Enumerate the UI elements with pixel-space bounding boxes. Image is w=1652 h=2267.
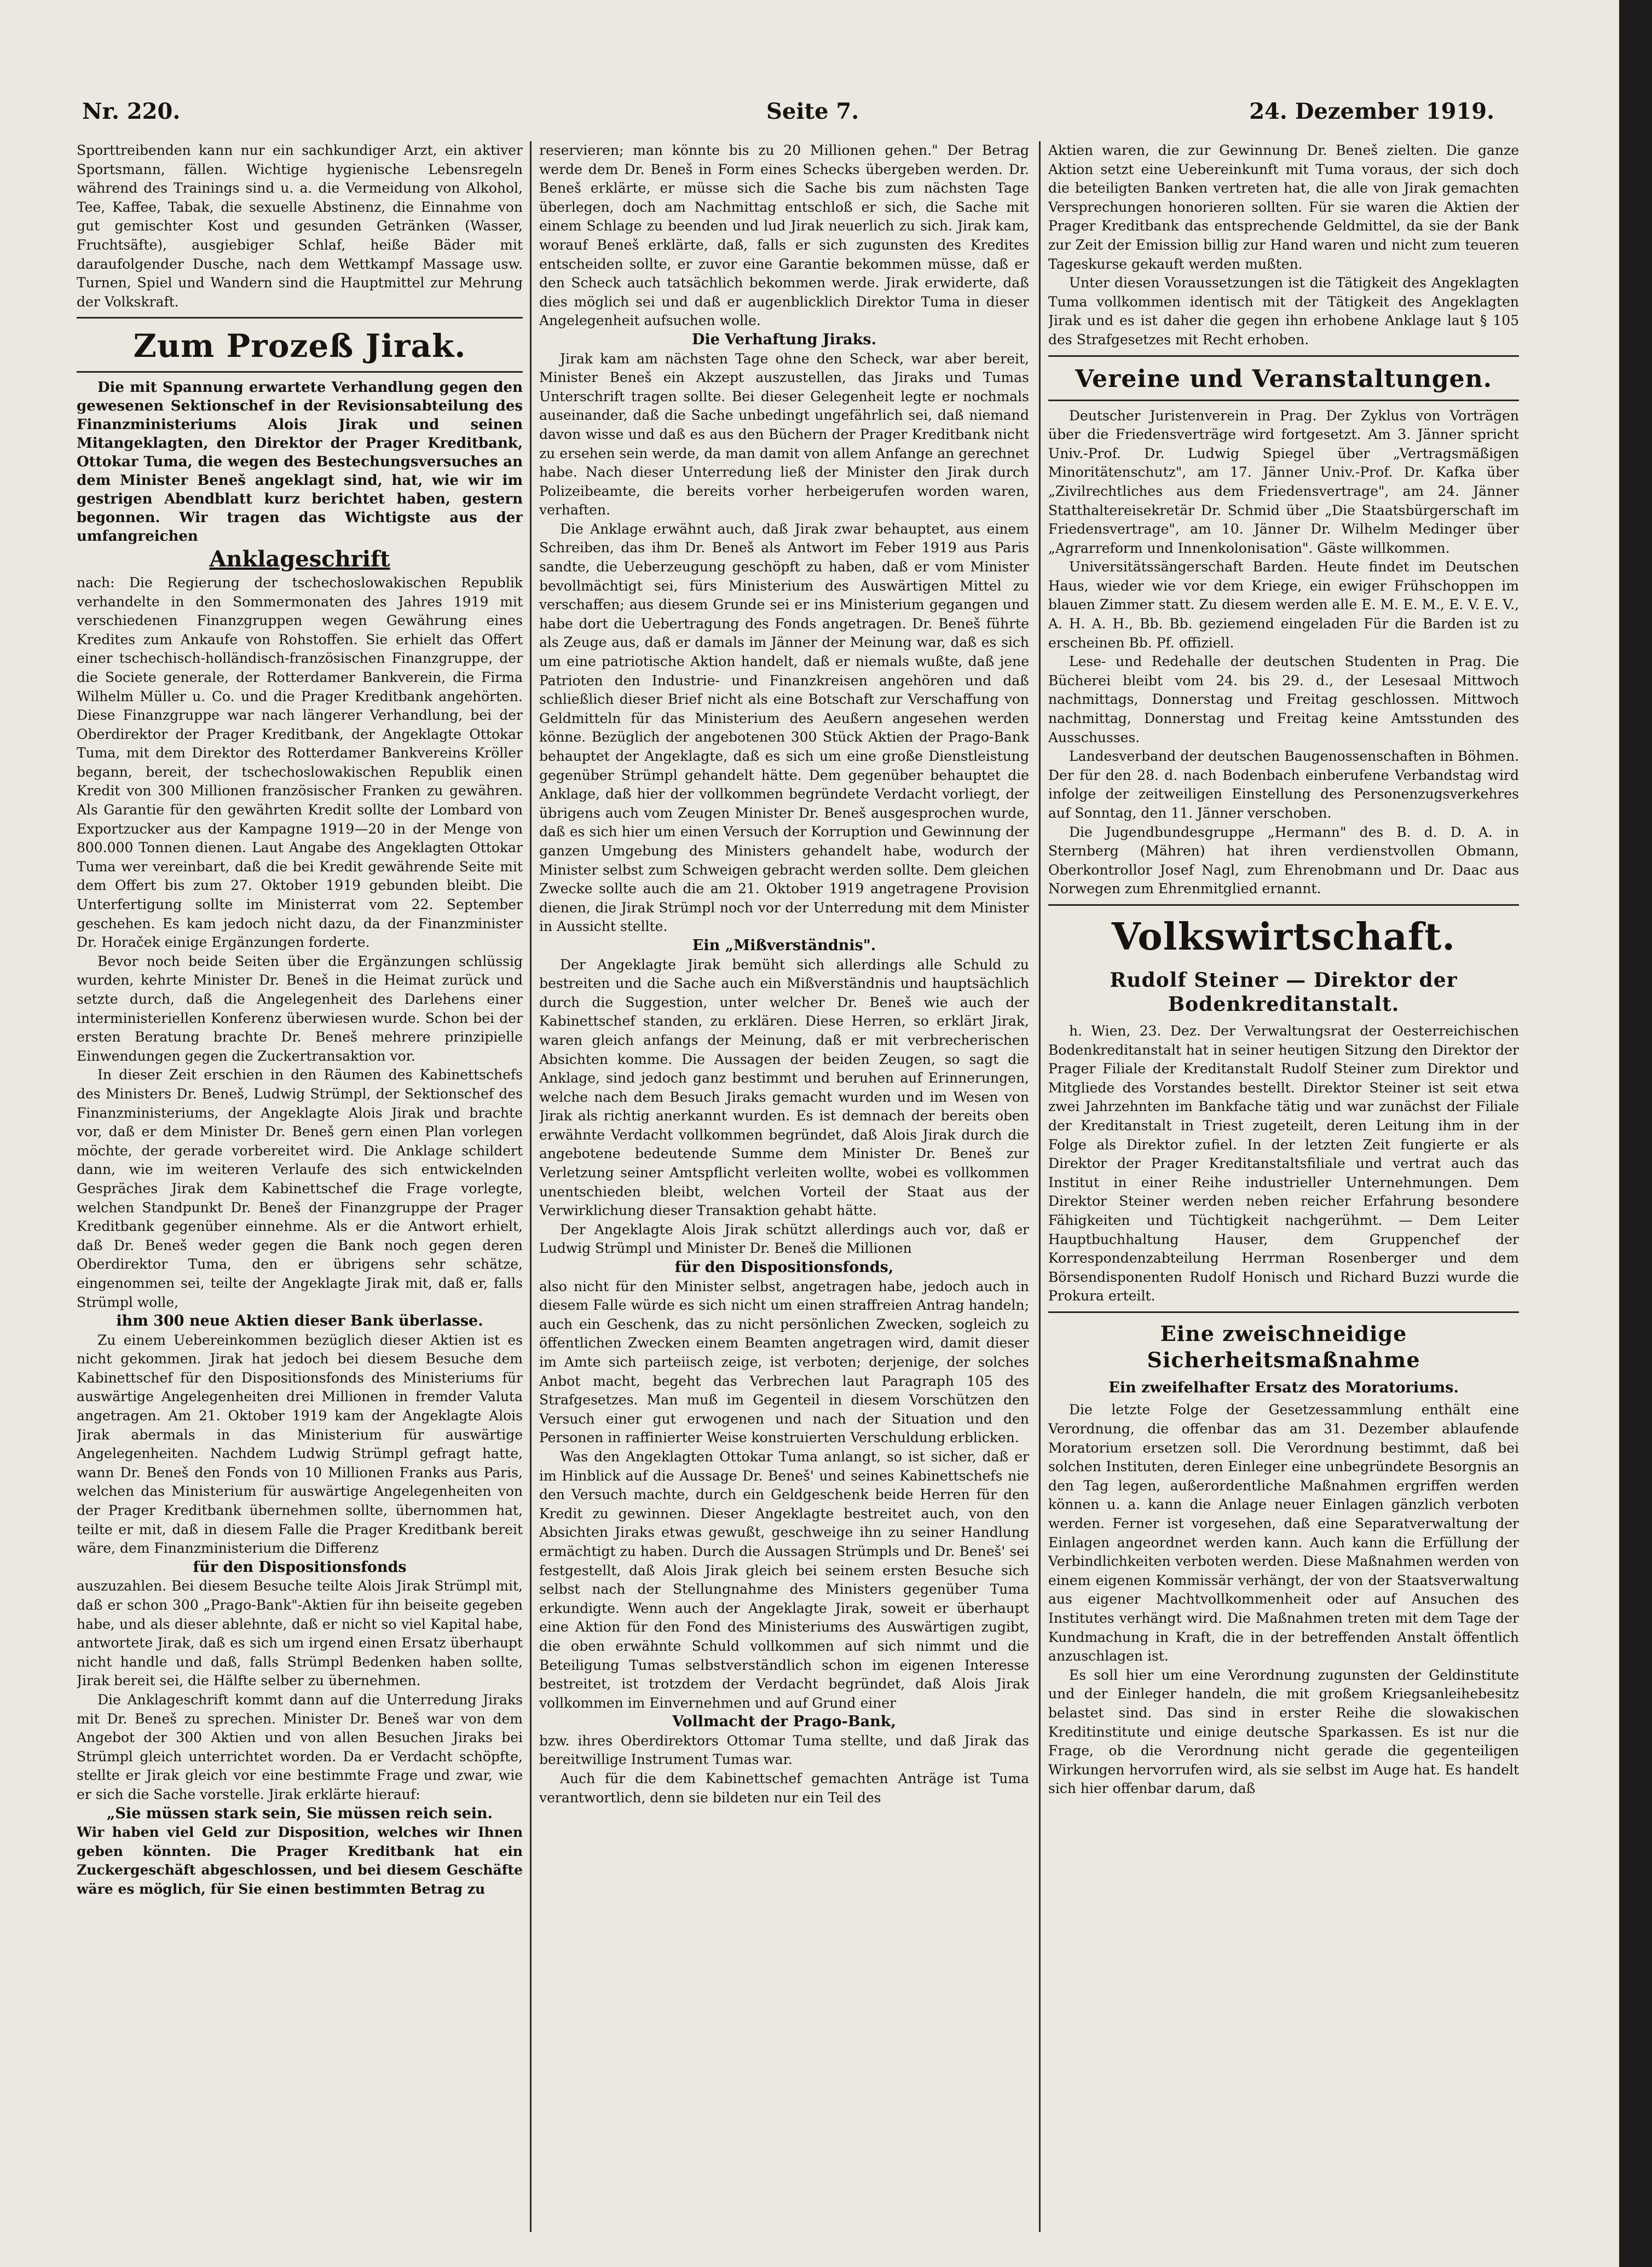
page-number: Seite 7. (766, 99, 859, 124)
headline-volkswirtschaft: Volkswirtschaft. (1111, 915, 1456, 959)
article-text: Zu einem Uebereinkommen bezüglich dieser Aktien ist es nicht gekommen. Jirak hat jedoch bei diesem Besuche dem Kabinettschef für den Dispositionsfonds des Ministeriums für auswärtige Angelegenheiten drei Millionen in fremder Valuta angetragen. Am 21. Oktober 1919 kam der Angeklagte Alois Jirak abermals in das Ministerium für auswärtige Angelegenheiten. Nachdem Ludwig Strümpl gefragt hatte, wann Dr. Beneš den Fonds von 10 Millionen Franks aus Paris, welchen das Ministerium für auswärtige Angelegenheiten von der Prager Kreditbank übernehmen sollte, übernommen hat, teilte er mit, daß in diesem Falle die Prager Kreditbank bereit wäre, dem Finanzministerium die Differenz (77, 1332, 523, 1557)
column-2 (539, 141, 1029, 2243)
article-text: Auch für die dem Kabinettschef gemachten Anträge ist Tuma verantwortlich, denn sie bildeten nur ein Teil des (539, 1771, 1029, 1806)
headline-vereine: Vereine und Veranstaltungen. (1075, 365, 1492, 393)
article-text: Sporttreibenden kann nur ein sachkundiger Arzt, ein aktiver Sportsmann, fällen. Wichtige hygienische Lebensregeln während des Trainings sind u. a. die Vermeidung von Alkohol, Tee, Kaffee, Tabak, die sexuelle Abstinenz, die Einnahme von gut gemischter Kost und gesunden Getränken (Wasser, Fruchtsäfte), ausgiebiger Schlaf, heiße Bäder mit daraufolgender Dusche, nach dem Wettkampf Massage usw. Turnen, Spiel und Wandern sind die Hauptmittel zur Mehrung der Volkskraft. (77, 142, 523, 310)
headline-sicherheitsmassnahme: Eine zweischneidige Sicherheitsmaßnahme (1147, 1321, 1420, 1372)
subheading: ihm 300 neue Aktien dieser Bank überlasse. (116, 1312, 483, 1330)
article-text: Es soll hier um eine Verordnung zugunsten der Geldinstitute und der Einleger handeln, die mit großem Kriegsanleihebesitz belastet sind. Das sind in erster Reihe die slowakischen Kreditinstitute und einige deutsche Sparkassen. Es ist nur die Frage, ob die Verordnung nicht gerade die gegenteiligen Wirkungen hervorrufen wird, als sie selbst im Auge hat. Es handelt sich hier offenbar darum, daß (1048, 1667, 1519, 1797)
subheading: Ein „Mißverständnis". (692, 936, 876, 954)
article-text: Die Anklage erwähnt auch, daß Jirak zwar behauptet, aus einem Schreiben, das ihm Dr. Beneš als Antwort im Feber 1919 aus Paris sandte, die Ueberzeugung geschöpft zu haben, daß er vom Minister bevollmächtigt sei, fürs Ministerium des Auswärtigen Mittel zu verschaffen; aus diesem Grunde sei er ins Ministerium gegangen und habe dort die Uebertragung des Fonds angetragen. Dr. Beneš führte als Zeuge aus, daß er damals im Jänner der Meinung war, daß es sich um eine patriotische Aktion handelt, daß er niemals wußte, daß jene Patrioten den Industrie- und Finanzkreisen angehören und daß schließlich dieser Brief nicht als eine Botschaft zur Verschaffung von Geldmitteln für das Ministerium des Aeußern angesehen werden könne. Bezüglich der angebotenen 300 Stück Aktien der Prago-Bank behauptet der Angeklagte, daß es sich um eine große Dienstleistung gegenüber Strümpl gehandelt hätte. Dem gegenüber behauptet die Anklage, daß hier der vollkommen begründete Verdacht vorliegt, der übrigens auch vom Zeugen Minister Dr. Beneš ausgesprochen wurde, daß es sich hier um einen Versuch der Korruption und Gewinnung der ganzen Umgebung des Ministers gehandelt habe, wodurch der Minister selbst zum Schweigen gebracht werden sollte. Dem gleichen Zwecke sollte auch die am 21. Oktober 1919 angetragene Provision dienen, die Jirak Strümpl noch vor der Unterredung mit dem Minister in Aussicht stellte. (539, 521, 1029, 935)
notice-text: Deutscher Juristenverein in Prag. Der Zyklus von Vorträgen über die Friedensverträge wird fortgesetzt. Am 3. Jänner spricht Univ.-Prof. Dr. Ludwig Spiegel über „Vertragsmäßigen Minoritätenschutz", am 17. Jänner Univ.-Prof. Dr. Kafka über „Zivilrechtliches aus dem Friedensvertrage", am 24. Jänner Statthaltereisekretär Dr. Schmid über „Die Staatsbürgerschaft im Friedensvertrage", am 10. Jänner Dr. Wilhelm Medinger über „Agrarreform und Innenkolonisation". Gäste willkommen. (1048, 407, 1519, 556)
scan-border (1619, 0, 1652, 2267)
article-text: Die letzte Folge der Gesetzessammlung enthält eine Verordnung, die offenbar das am 31. Dezember ablaufende Moratorium ersetzen soll. Die Verordnung bestimmt, daß bei solchen Instituten, deren Einleger eine unbegründete Besorgnis an den Tag legen, außerordentliche Maßnahmen ergriffen werden können u. a. kann die Anlage neuer Einlagen gänzlich verboten werden. Ferner ist vorgesehen, daß eine Separatverwaltung der Einlagen angeordnet werden kann. Auch kann die Erfüllung der Verbindlichkeiten verboten werden. Diese Maßnahmen werden von einem eigenen Kommissär verhängt, der von der Staatsverwaltung aus eigener Machtvollkommenheit oder auf Ansuchen des Institutes verhängt wird. Die Maßnahmen treten mit dem Tage der Kundmachung in Kraft, die in der betreffenden Anstalt öffentlich anzuschlagen ist. (1048, 1402, 1519, 1664)
subheadline-steiner: Rudolf Steiner — Direktor der Bodenkreditanstalt. (1110, 968, 1458, 1016)
article-text: bzw. ihres Oberdirektors Ottomar Tuma stellte, und daß Jirak das bereitwillige Instrument Tumas war. (539, 1732, 1029, 1768)
separator (1048, 1311, 1519, 1313)
article-text: Die Anklageschrift kommt dann auf die Unterredung Jiraks mit Dr. Beneš zu sprechen. Minister Dr. Beneš war von dem Angebot der 300 Aktien und von allen Besuchen Jiraks bei Strümpl gleich unterrichtet worden. Da er Verdacht schöpfte, stellte er Jirak gleich vor eine bestimmte Frage und zwar, wie er sich die Sache vorstelle. Jirak erklärte hierauf: (77, 1691, 523, 1802)
page-header (71, 99, 1516, 131)
section-head-anklageschrift: Anklageschrift (209, 546, 390, 572)
article-text: Unter diesen Voraussetzungen ist die Tätigkeit des Angeklagten Tuma vollkommen identisch mit der Tätigkeit des Angeklagten Jirak und es ist daher die gegen ihn erhobene Anklage laut § 105 des Strafgesetzes mit Recht erhoben. (1048, 275, 1519, 348)
article-text: Bevor noch beide Seiten über die Ergänzungen schlüssig wurden, kehrte Minister Dr. Beneš in die Heimat zurück und setzte durch, daß die Angelegenheit des Darlehens einer interministeriellen Konferenz überwiesen wurde. Schon bei der ersten Beratung brachte Dr. Beneš mehrere prinzipielle Einwendungen gegen die Zuckertransaktion vor. (77, 953, 523, 1064)
separator (77, 371, 523, 373)
article-text: In dieser Zeit erschien in den Räumen des Kabinettschefs des Ministers Dr. Beneš, Ludwig Strümpl, der Sektionschef des Finanzministeriums, der Angeklagte Alois Jirak und brachte vor, daß er dem Minister Dr. Beneš gern einen Plan vorlegen möchte, der gerade vorbereitet wird. Die Anklage schildert dann, wie im weiteren Verlaufe des sich entwickelnden Gespräches Jirak dem Kabinettschef die Frage vorlegte, welchen Standpunkt Dr. Beneš der Finanzgruppe der Prager Kreditbank gegenüber einnehme. Als er die Antwort erhielt, daß Dr. Beneš weder gegen die Bank noch gegen deren Oberdirektor Tuma, den er übrigens sehr schätze, eingenommen sei, teilte der Angeklagte Jirak mit, daß er, falls Strümpl wolle, (77, 1067, 523, 1310)
article-text: Wir haben viel Geld zur Disposition, welches wir Ihnen geben könnten. Die Prager Kreditbank hat ein Zuckergeschäft abgeschlossen, und bei diesem Geschäfte wäre es möglich, für Sie einen bestimmten Betrag zu (77, 1824, 523, 1897)
article-text: also nicht für den Minister selbst, angetragen habe, jedoch auch in diesem Falle würde es sich nicht um einen straffreien Antrag handeln; auch ein Geschenk, das zu nicht persönlichen Zwecken, sogleich zu öffentlichen Zwecken einem Beamten angetragen wird, damit dieser im Amte sich parteiisch zeige, ist verboten; derjenige, der solches Anbot macht, begeht das Verbrechen laut Paragraph 105 des Strafgesetzes. Man muß im Gegenteil in diesem Vorschützen den Versuch einer gut erwogenen und nach der Situation und den Personen in raffinierter Weise konstruierten Verschuldung erblicken. (539, 1278, 1029, 1446)
separator (1048, 400, 1519, 401)
article-text: auszuzahlen. Bei diesem Besuche teilte Alois Jirak Strümpl mit, daß er schon 300 „Prago-Bank"-Aktien für ihn beiseite gegeben habe, und als dieser ablehnte, daß er nicht so viel Kapital habe, antwortete Jirak, daß es sich um irgend einen Ersatz überhaupt nicht handle und daß, falls Strümpl Bedenken haben sollte, Jirak bereit sei, die Hälfte selber zu übernehmen. (77, 1578, 523, 1689)
article-text: Der Angeklagte Jirak bemüht sich allerdings alle Schuld zu bestreiten und die Sache auch ein Mißverständnis und hauptsächlich durch die Suggestion, unter welcher Dr. Beneš wie auch der Kabinettschef standen, zu erklären. Diese Herren, so erklärt Jirak, waren gleich anfangs der Meinung, daß er mit verbrecherischen Absichten komme. Die Aussagen der beiden Zeugen, so sagt die Anklage, sind jedoch ganz bestimmt und beruhen auf Erinnerungen, welche nach dem Besuch Jiraks gemacht wurden und im Wesen von Jirak als richtig anerkannt wurden. Es ist demnach der bereits oben erwähnte Verdacht vollkommen begründet, daß Alois Jirak durch die angebotene bedeutende Summe dem Minister Dr. Beneš zur Verletzung seiner Amtspflicht verleiten wollte, wobei es vollkommen unentschieden bleibt, welchen Vorteil der Staat aus der Verwirklichung dieser Transaktion gehabt hätte. (539, 956, 1029, 1219)
column-3 (1048, 141, 1519, 2243)
subheading: für den Dispositionsfonds, (674, 1259, 894, 1276)
article-text: Jirak kam am nächsten Tage ohne den Scheck, war aber bereit, Minister Beneš ein Akzept auszustellen, das Jiraks und Tumas Unterschrift tragen sollte. Bei dieser Gelegenheit legte er nochmals auseinander, daß die Sache unbedingt ungefährlich sei, daß niemand davon wisse und daß es aus den Büchern der Prager Kreditbank nicht zu ersehen sein werde, da man damit von allem Anfange an gerechnet habe. Nach dieser Unterredung ließ der Minister den Jirak durch Polizeibeamte, die bereits vorher herbeigerufen worden waren, verhaften. (539, 350, 1029, 518)
article-text: Der Angeklagte Alois Jirak schützt allerdings auch vor, daß er Ludwig Strümpl und Minister Dr. Beneš die Millionen (539, 1221, 1029, 1257)
column-divider (1039, 141, 1041, 2232)
article-lead: Die mit Spannung erwartete Verhandlung gegen den gewesenen Sektionschef in der Revisionsabteilung des Finanzministeriums Alois Jirak und seinen Mitangeklagten, den Direktor der Prager Kreditbank, Ottokar Tuma, die wegen des Bestechungsversuches an dem Minister Beneš angeklagt sind, hat, wie wir im gestrigen Abendblatt kurz berichtet haben, gestern begonnen. Wir tragen das Wichtigste aus der umfangreichen (77, 379, 523, 545)
separator (1048, 904, 1519, 906)
subheadline-moratorium: Ein zweifelhafter Ersatz des Moratoriums. (1108, 1379, 1459, 1396)
separator (1048, 355, 1519, 357)
separator (77, 317, 523, 319)
notice-text: Landesverband der deutschen Baugenossenschaften in Böhmen. Der für den 28. d. nach Bodenbach einberufene Verbandstag wird infolge der zeitweiligen Einstellung des Personenzugsverkehres auf Sonntag, den 11. Jänner verschoben. (1048, 748, 1519, 821)
article-text: Aktien waren, die zur Gewinnung Dr. Beneš zielten. Die ganze Aktion setzt eine Uebereinkunft mit Tuma voraus, der sich doch die beteiligten Banken vertreten hat, die alle von Jirak gemachten Versprechungen honorieren sollten. Für sie waren die Aktien der Prager Kreditbank das entsprechende Geldmittel, da sie der Bank zur Zeit der Emission billig zur Hand waren und nicht zum teueren Tageskurse gekauft werden mußten. (1048, 142, 1519, 272)
notice-text: Universitätssängerschaft Barden. Heute findet im Deutschen Haus, wieder wie vor dem Kriege, ein ewiger Frühschoppen im blauen Zimmer statt. Zu diesem werden alle E. M. E. M., E. V. E. V., A. H. A. H., Bb. Bb. geziemend eingeladen Für die Barden ist zu erscheinen Bb. Pf. offiziell. (1048, 559, 1519, 651)
issue-number: Nr. 220. (82, 99, 181, 124)
article-text: h. Wien, 23. Dez. Der Verwaltungsrat der Oesterreichischen Bodenkreditanstalt hat in seiner heutigen Sitzung den Direktor der Prager Filiale der Kreditanstalt Rudolf Steiner zum Direktor und Mitgliede des Vorstandes bestellt. Direktor Steiner ist seit etwa zwei Jahrzehnten im Bankfache tätig und war zunächst der Filiale der Kreditanstalt in Triest zugeteilt, deren Leitung ihm in der Folge als Direktor zufiel. In der letzten Zeit fungierte er als Direktor der Prager Kreditanstaltsfiliale und vertrat auch das Institut in einer Reihe industrieller Unternehmungen. Dem Direktor Steiner werden neben reicher Erfahrung besondere Fähigkeiten und Tüchtigkeit nachgerühmt. — Dem Leiter Hauptbuchhaltung Hauser, dem Gruppenchef der Korrespondenzabteilung Herrman Rosenberger und dem Börsendisponenten Rudolf Honisch und Richard Buzzi wurde die Prokura erteilt. (1048, 1022, 1519, 1304)
subheading: „Sie müssen stark sein, Sie müssen reich sein. (106, 1805, 493, 1822)
article-text: Was den Angeklagten Ottokar Tuma anlangt, so ist sicher, daß er im Hinblick auf die Aussage Dr. Beneš' und seines Kabinettschefs nie den Versuch machte, durch ein Geldgeschenk beide Herren für den Kredit zu gewinnen. Dieser Angeklagte bestreitet auch, von den Absichten Jiraks etwas gewußt, geschweige ihn zu seiner Handlung ermächtigt zu haben. Durch die Aussagen Strümpls und Dr. Beneš' sei festgestellt, daß Alois Jirak gleich bei seinem ersten Besuche sich selbst nach der Stellungnahme des Ministers gegenüber Tuma erkundigte. Wenn auch der Angeklagte Jirak, soweit er überhaupt eine Aktion für den Fond des Ministeriums des Auswärtigen zugibt, die oben erwähnte Schuld vollkommen auf sich nimmt und die Beteiligung Tumas selbstverständlich schon im eigenen Interesse bestreitet, ist trotzdem der Verdacht begründet, daß Alois Jirak vollkommen im Einvernehmen und auf Grund einer (539, 1448, 1029, 1711)
notice-text: Lese- und Redehalle der deutschen Studenten in Prag. Die Bücherei bleibt vom 24. bis 29. d., der Lesesaal Mittwoch nachmittags, Donnerstag und Freitag geschlossen. Mittwoch nachmittag, Donnerstag und Freitag keine Amtsstunden des Ausschusses. (1048, 654, 1519, 745)
subheading: Die Verhaftung Jiraks. (692, 331, 876, 348)
notice-text: Die Jugendbundesgruppe „Hermann" des B. d. D. A. in Sternberg (Mähren) hat ihren verdienstvollen Obmann, Oberkontrollor Josef Nagl, zum Ehrenobmann und Dr. Daac aus Norwegen zum Ehrenmitglied ernannt. (1048, 824, 1519, 897)
column-1 (77, 141, 523, 2243)
issue-date: 24. Dezember 1919. (1249, 99, 1494, 124)
subheading: Vollmacht der Prago-Bank, (672, 1713, 896, 1731)
article-text: reservieren; man könnte bis zu 20 Millionen gehen." Der Betrag werde dem Dr. Beneš in Form eines Schecks übergeben werden. Dr. Beneš erklärte, er müsse sich die Sache bis zum nächsten Tage überlegen, doch am Nachmittag entschloß er sich, die Sache mit einem Schlage zu beenden und lud Jirak neuerlich zu sich. Jirak kam, worauf Beneš erklärte, daß, falls er sich zugunsten des Kredites entscheiden sollte, er zuvor eine Garantie bekommen müsse, daß er den Scheck auch tatsächlich bekommen werde. Jirak erwiderte, daß dies möglich sei und daß er augenblicklich Direktor Tuma in dieser Angelegenheit aufsuchen wolle. (539, 142, 1029, 329)
headline-prozess-jirak: Zum Prozeß Jirak. (133, 327, 466, 365)
column-divider (530, 141, 532, 2232)
subheading: für den Dispositionsfonds (193, 1558, 407, 1576)
article-text: nach: Die Regierung der tschechoslowakischen Republik verhandelte in den Sommermonaten des Jahres 1919 mit verschiedenen Finanzgruppen wegen Gewährung eines Kredites zum Ankaufe von Rohstoffen. Sie erhielt das Offert einer tschechisch-holländisch-französischen Finanzgruppe, der die Societe generale, der Rotterdamer Bankverein, die Firma Wilhelm Müller u. Co. und die Prager Kreditbank angehörten. Diese Finanzgruppe war nach längerer Verhandlung, bei der Oberdirektor der Prager Kreditbank, der Angeklagte Ottokar Tuma, mit dem Direktor des Rotterdamer Bankvereins Kröller begann, bereit, der tschechoslowakischen Republik einen Kredit von 300 Millionen französischer Franken zu gewähren. Als Garantie für den gewährten Kredit sollte der Lombard von Exportzucker aus der Kampagne 1919—20 in der Menge von 800.000 Tonnen dienen. Laut Angabe des Angeklagten Ottokar Tuma wer vereinbart, daß die bei Kredit gewährende Seite mit dem Offert bis zum 27. Oktober 1919 gebunden bleibt. Die Unterfertigung sollte im Ministerrat vom 22. September geschehen. Es kam jedoch nicht dazu, da der Finanzminister Dr. Horaček einige Ergänzungen forderte. (77, 574, 523, 951)
